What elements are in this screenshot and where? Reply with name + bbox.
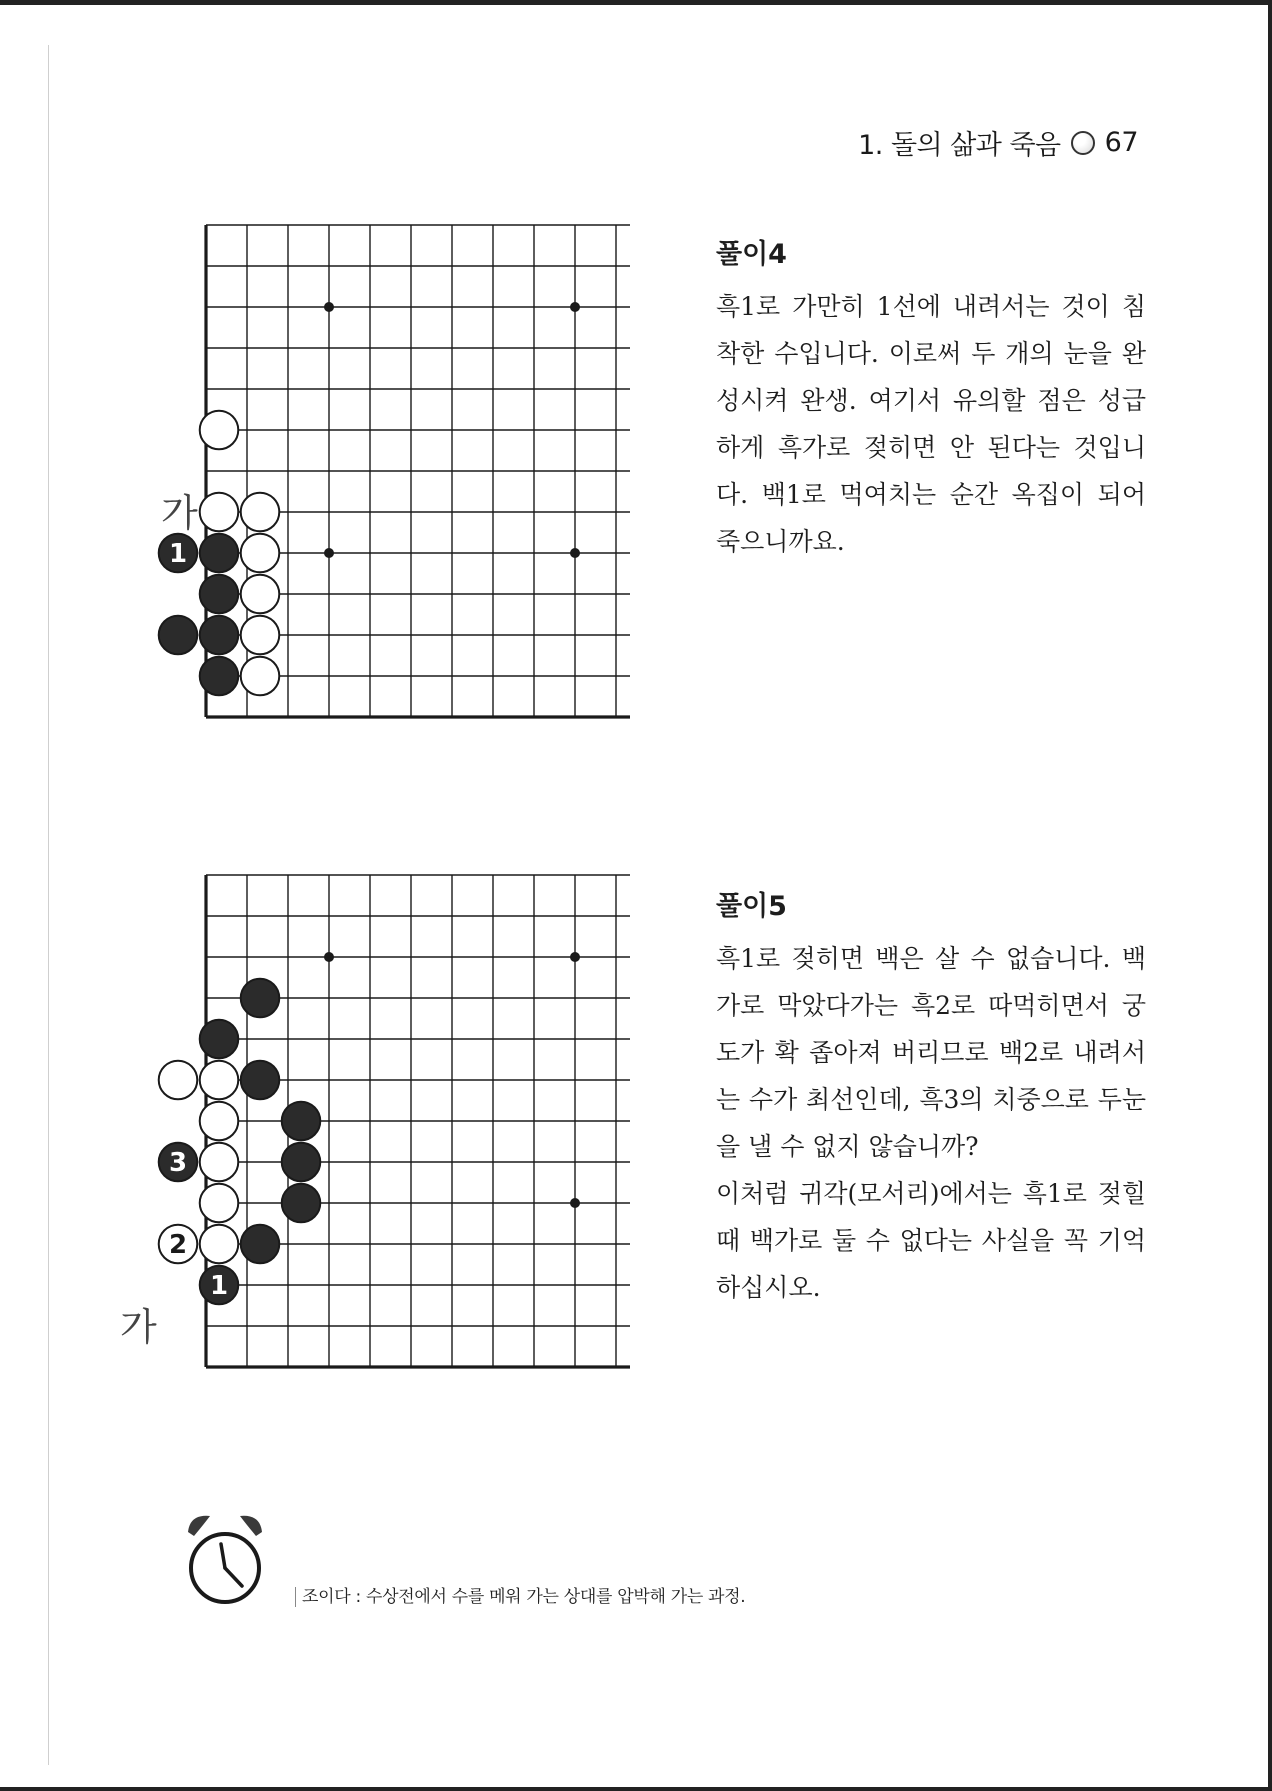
board-1-white-stone: [241, 493, 280, 532]
board-1-black-stone: [200, 534, 239, 573]
board-2-star-point: [324, 952, 334, 962]
board-1-white-stone: [241, 575, 280, 614]
board-2-white-stone: [159, 1061, 198, 1100]
board-1-point-label: 가: [161, 491, 198, 535]
board-2-star-point: [570, 952, 580, 962]
board-1-star-point: [570, 548, 580, 558]
board-2-black-stone: [241, 979, 280, 1018]
go-diagram-2: [120, 875, 700, 1390]
solution-4-title: 풀이4: [716, 239, 787, 270]
board-2-stone-number: 3: [168, 1148, 188, 1178]
board-2-star-point: [570, 1198, 580, 1208]
alarm-clock-icon: [180, 1510, 270, 1610]
board-1-star-point: [570, 302, 580, 312]
board-1-white-stone: [200, 493, 239, 532]
board-1-star-point: [324, 302, 334, 312]
footnote: [180, 1510, 1080, 1610]
go-board-2: [120, 875, 700, 1390]
page-number: 67: [1104, 127, 1138, 158]
board-1-black-stone: [200, 616, 239, 655]
board-2-black-stone: [241, 1061, 280, 1100]
board-1-black-stone: [200, 657, 239, 696]
running-header: [858, 123, 1138, 162]
board-1-black-stone: [159, 616, 198, 655]
board-2-black-stone: [241, 1225, 280, 1264]
solution-5-paragraph-1: 흑1로 젖히면 백은 살 수 없습니다. 백가로 막았다가는 흑2로 따먹히면서 궁도가 확 좁아져 버리므로 백2로 내려서는 수가 최선인데, 흑3의 치중으로 두눈을 낼 수 없지 않습니까?: [716, 944, 1146, 1161]
board-2-white-stone: [200, 1225, 239, 1264]
board-1-star-point: [324, 548, 334, 558]
board-2-black-stone: [282, 1184, 321, 1223]
board-2-black-stone: [159, 1143, 198, 1182]
board-2-white-stone: [200, 1184, 239, 1223]
board-1-white-stone: [241, 616, 280, 655]
solution-4-body: 흑1로 가만히 1선에 내려서는 것이 침착한 수입니다. 이로써 두 개의 눈을 완성시켜 완생. 여기서 유의할 점은 성급하게 흑가로 젖히면 안 된다는 것입니다. 백1로 먹여치는 순간 옥집이 되어 죽으니까요.: [716, 292, 1146, 556]
solution-5-paragraph-2: 이처럼 귀각(모서리)에서는 흑1로 젖힐 때 백가로 둘 수 없다는 사실을 꼭 기억하십시오.: [716, 1179, 1146, 1302]
footnote-text: [295, 1582, 745, 1607]
board-2-grid: [206, 875, 630, 1367]
chapter-title: 1. 돌의 삶과 죽음: [858, 130, 1061, 161]
board-2-white-stone: [200, 1061, 239, 1100]
board-2-white-stone: [200, 1143, 239, 1182]
board-1-white-stone: [241, 657, 280, 696]
board-2-stone-number: 1: [209, 1271, 229, 1301]
board-2-black-stone: [200, 1266, 239, 1305]
board-2-stone-number: 2: [168, 1230, 188, 1260]
go-board-1: [160, 225, 700, 735]
solution-4-text: [716, 233, 1146, 565]
solution-5-text: [716, 885, 1146, 1311]
solution-5-body: [716, 935, 1146, 1311]
solution-5-title: 풀이5: [716, 891, 787, 922]
circle-icon: [1071, 131, 1095, 155]
board-2-black-stone: [200, 1020, 239, 1059]
footnote-definition: 조이다 : 수상전에서 수를 메워 가는 상대를 압박해 가는 과정.: [302, 1587, 746, 1607]
board-1-stone-number: 1: [168, 539, 188, 569]
board-2-white-stone: [200, 1102, 239, 1141]
page-gutter-line: [48, 45, 49, 1765]
board-2-point-label: 가: [120, 1305, 157, 1349]
board-1-white-stone: [200, 411, 239, 450]
board-2-white-stone: [159, 1225, 198, 1264]
board-1-black-stone: [200, 575, 239, 614]
board-1-black-stone: [159, 534, 198, 573]
board-2-black-stone: [282, 1102, 321, 1141]
go-diagram-1: [160, 225, 700, 735]
board-2-black-stone: [282, 1143, 321, 1182]
board-1-white-stone: [241, 534, 280, 573]
